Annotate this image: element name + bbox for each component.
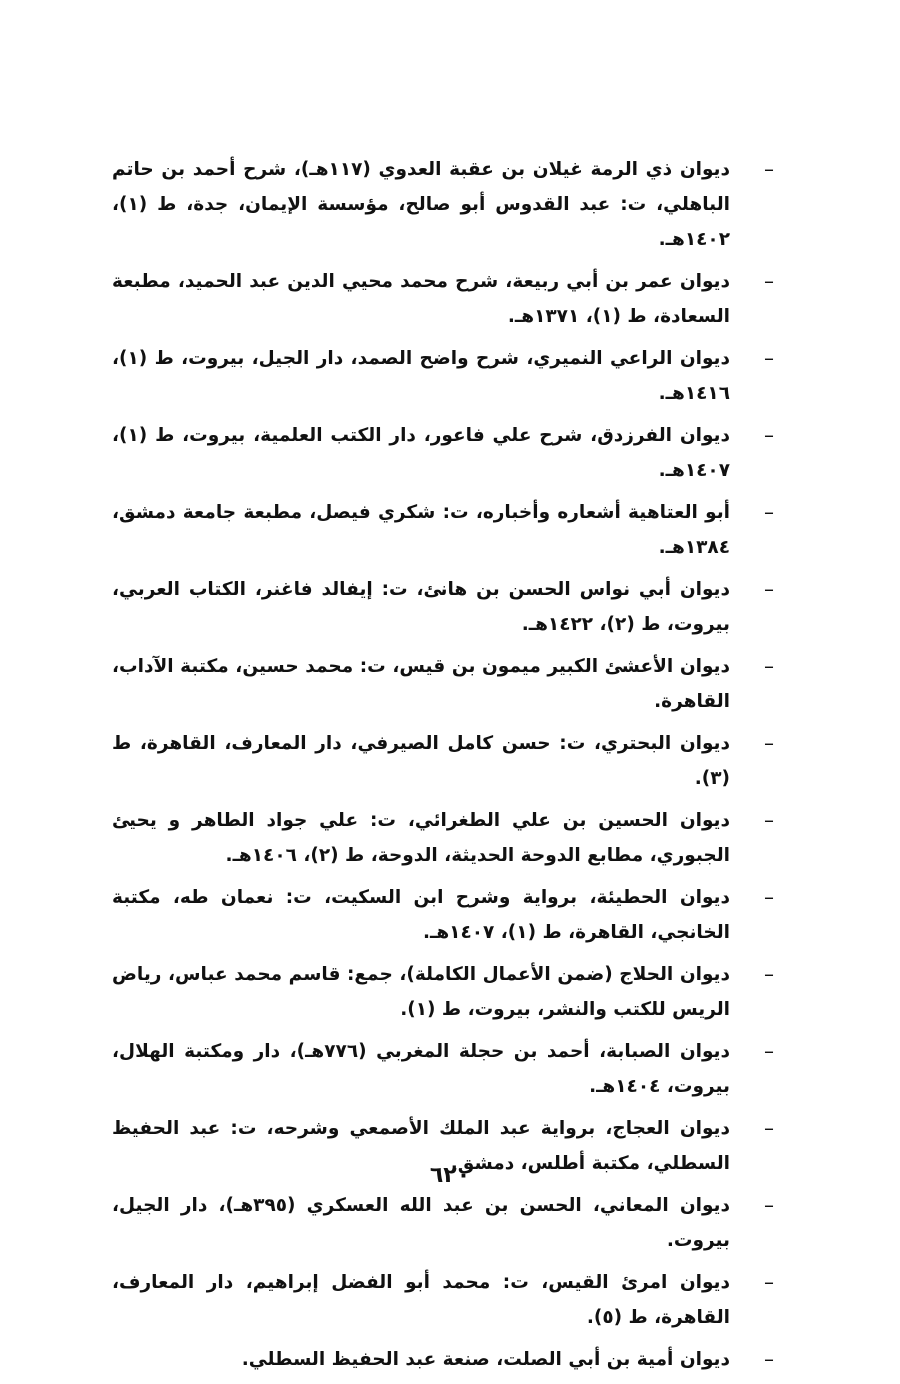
reference-item [112, 341, 782, 411]
reference-text: ديوان أبي نواس الحسن بن هانئ، ت: إيفالد فاغنر، الكتاب العربي، بيروت، ط (٢)، ١٤٢٢هـ. [112, 579, 730, 635]
list-dash: – [764, 1039, 774, 1063]
reference-item [112, 572, 782, 642]
reference-item [112, 1342, 782, 1377]
list-dash: – [764, 269, 774, 293]
page-number: ٦٢٠ [429, 1163, 471, 1188]
reference-text: أبو العتاهية أشعاره وأخباره، ت: شكري فيصل، مطبعة جامعة دمشق، ١٣٨٤هـ. [112, 502, 730, 558]
reference-text: ديوان الحسين بن علي الطغرائي، ت: علي جواد الطاهر و يحيئ الجبوري، مطابع الدوحة الحديثة، الدوحة، ط (٢)، ١٤٠٦هـ. [112, 810, 730, 866]
reference-item [112, 880, 782, 950]
list-dash: – [764, 423, 774, 447]
reference-item [112, 418, 782, 488]
reference-text: ديوان البحتري، ت: حسن كامل الصيرفي، دار المعارف، القاهرة، ط (٣). [112, 733, 730, 789]
reference-item [112, 264, 782, 334]
reference-text: ديوان عمر بن أبي ربيعة، شرح محمد محيي الدين عبد الحميد، مطبعة السعادة، ط (١)، ١٣٧١هـ. [112, 271, 730, 327]
list-dash: – [764, 157, 774, 181]
reference-item [112, 152, 782, 257]
list-dash: – [764, 731, 774, 755]
reference-item [112, 1265, 782, 1335]
reference-item [112, 1034, 782, 1104]
reference-text: ديوان امرئ القيس، ت: محمد أبو الفضل إبراهيم، دار المعارف، القاهرة، ط (٥). [112, 1272, 730, 1328]
reference-item [112, 803, 782, 873]
reference-item [112, 726, 782, 796]
list-dash: – [764, 808, 774, 832]
reference-list [112, 152, 782, 1384]
reference-text: ديوان الأعشئ الكبير ميمون بن قيس، ت: محمد حسين، مكتبة الآداب، القاهرة. [112, 656, 730, 712]
list-dash: – [764, 1116, 774, 1140]
list-dash: – [764, 1347, 774, 1371]
reference-text: ديوان العجاج، برواية عبد الملك الأصمعي وشرحه، ت: عبد الحفيظ السطلي، مكتبة أطلس، دمشق. [112, 1118, 730, 1174]
reference-text: ديوان الحلاج (ضمن الأعمال الكاملة)، جمع: قاسم محمد عباس، رياض الريس للكتب والنشر، بيروت، ط (١). [112, 964, 730, 1020]
list-dash: – [764, 346, 774, 370]
list-dash: – [764, 500, 774, 524]
reference-item [112, 495, 782, 565]
reference-text: ديوان أمية بن أبي الصلت، صنعة عبد الحفيظ السطلي. [241, 1349, 730, 1370]
list-dash: – [764, 654, 774, 678]
list-dash: – [764, 577, 774, 601]
reference-item [112, 649, 782, 719]
reference-text: ديوان الراعي النميري، شرح واضح الصمد، دار الجيل، بيروت، ط (١)، ١٤١٦هـ. [112, 348, 730, 404]
list-dash: – [764, 1193, 774, 1217]
list-dash: – [764, 885, 774, 909]
reference-text: ديوان الصبابة، أحمد بن حجلة المغربي (٧٧٦هـ)، دار ومكتبة الهلال، بيروت، ١٤٠٤هـ. [112, 1041, 730, 1097]
reference-text: ديوان المعاني، الحسن بن عبد الله العسكري (٣٩٥هـ)، دار الجيل، بيروت. [112, 1195, 730, 1251]
reference-item [112, 1188, 782, 1258]
list-dash: – [764, 1270, 774, 1294]
reference-text: ديوان الحطيئة، برواية وشرح ابن السكيت، ت: نعمان طه، مكتبة الخانجي، القاهرة، ط (١)، ١٤٠٧هـ. [112, 887, 730, 943]
reference-item [112, 957, 782, 1027]
list-dash: – [764, 962, 774, 986]
reference-text: ديوان ذي الرمة غيلان بن عقبة العدوي (١١٧هـ)، شرح أحمد بن حاتم الباهلي، ت: عبد القدوس أبو صالح، مؤسسة الإيمان، جدة، ط (١)، ١٤٠٢هـ. [112, 159, 730, 250]
reference-text: ديوان الفرزدق، شرح علي فاعور، دار الكتب العلمية، بيروت، ط (١)، ١٤٠٧هـ. [112, 425, 730, 481]
